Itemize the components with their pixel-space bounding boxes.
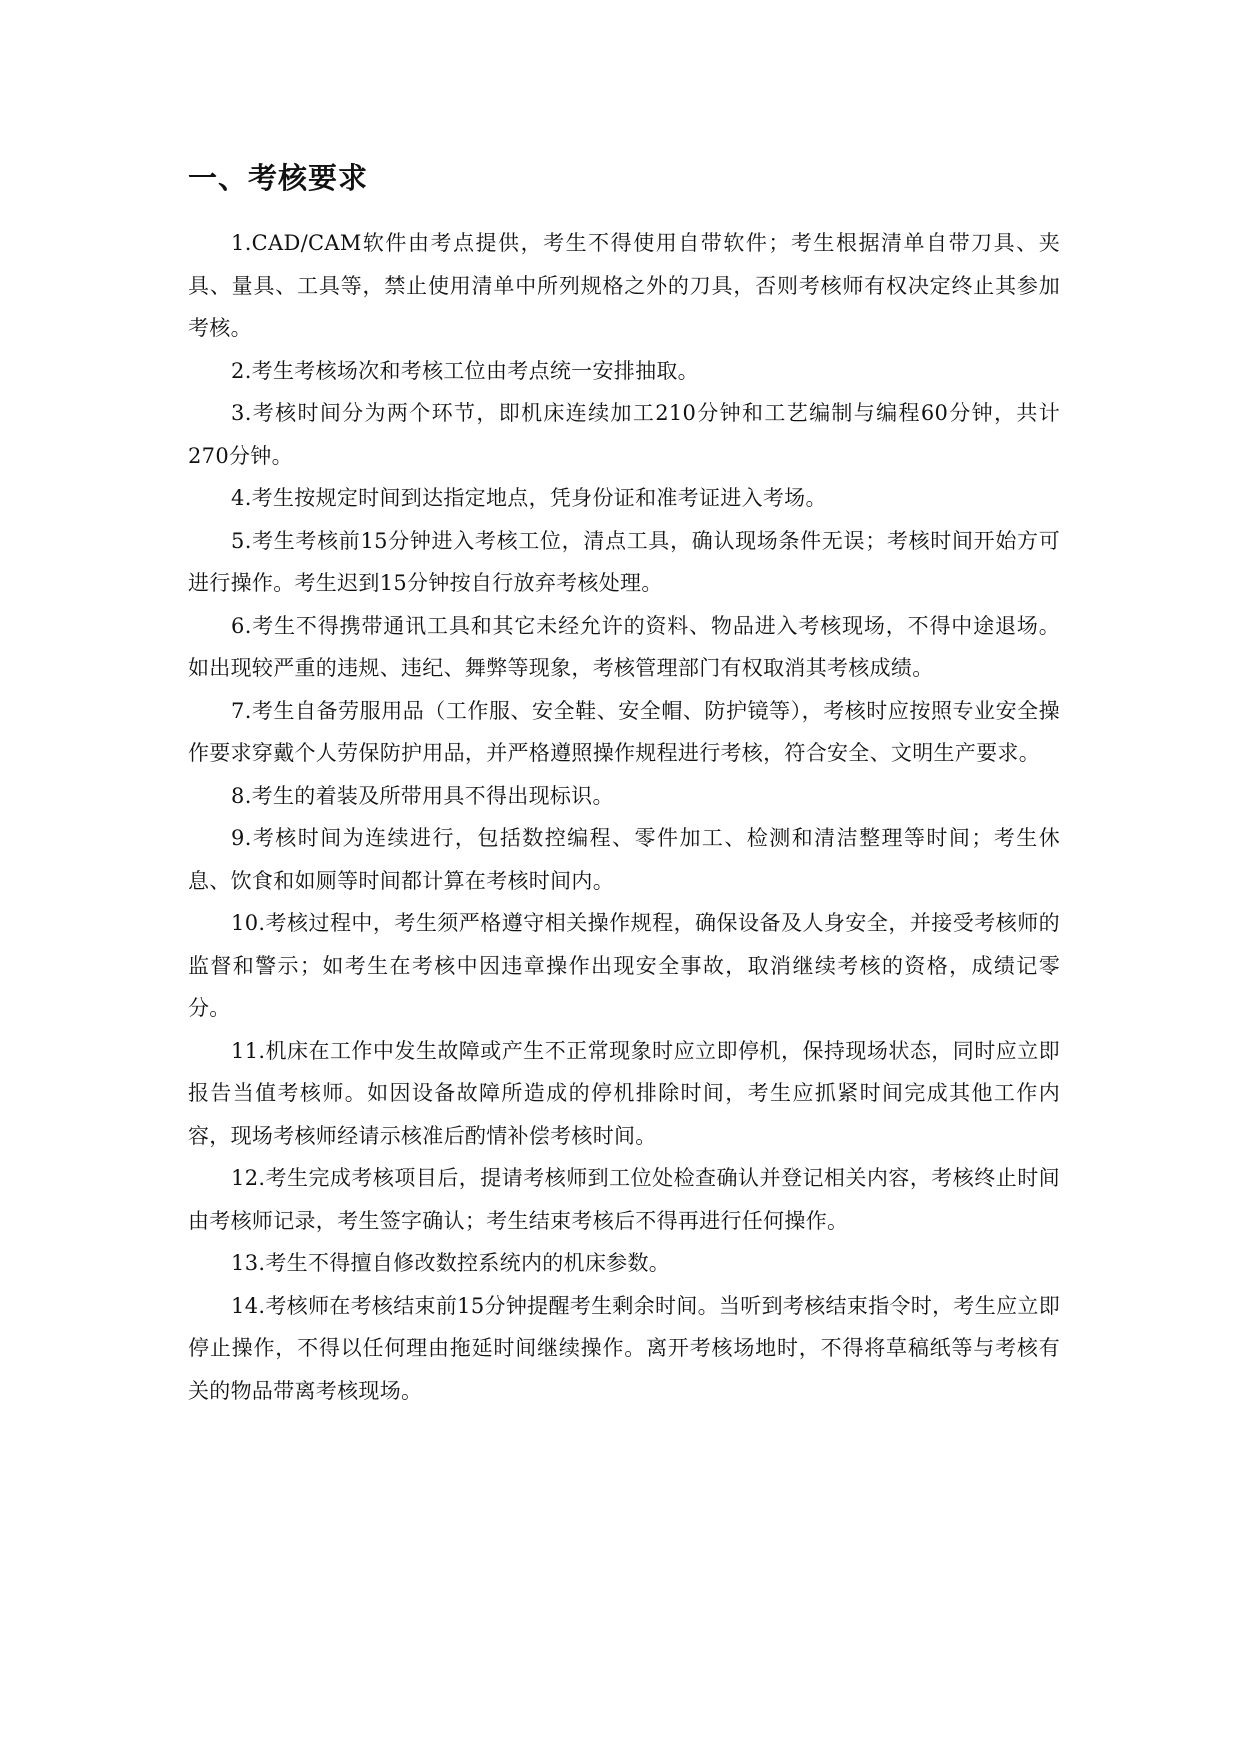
requirement-item-8: 8.考生的着装及所带用具不得出现标识。: [231, 783, 614, 808]
requirements-list: [188, 222, 1060, 1412]
requirement-item-11: 11.机床在工作中发生故障或产生不正常现象时应立即停机，保持现场状态，同时应立即报告当值考核师。如因设备故障所造成的停机排除时间，考生应抓紧时间完成其他工作内容，现场考核师经请示核准后酌情补偿考核时间。: [188, 1038, 1060, 1148]
requirement-item-2: 2.考生考核场次和考核工位由考点统一安排抽取。: [231, 358, 699, 383]
requirement-item-10: 10.考核过程中，考生须严格遵守相关操作规程，确保设备及人身安全，并接受考核师的监督和警示；如考生在考核中因违章操作出现安全事故，取消继续考核的资格，成绩记零分。: [188, 911, 1060, 1020]
requirement-item-6: 6.考生不得携带通讯工具和其它未经允许的资料、物品进入考核现场，不得中途退场。如出现较严重的违规、违纪、舞弊等现象，考核管理部门有权取消其考核成绩。: [188, 613, 1060, 680]
requirement-item-4: 4.考生按规定时间到达指定地点，凭身份证和准考证进入考场。: [231, 486, 827, 510]
requirement-item-14: 14.考核师在考核结束前15分钟提醒考生剩余时间。当听到考核结束指令时，考生应立即停止操作，不得以任何理由拖延时间继续操作。离开考核场地时，不得将草稿纸等与考核有关的物品带离考核现场。: [188, 1293, 1060, 1403]
section-heading: 一、考核要求: [188, 161, 369, 195]
requirement-item-9: 9.考核时间为连续进行，包括数控编程、零件加工、检测和清洁整理等时间；考生休息、饮食和如厕等时间都计算在考核时间内。: [188, 826, 1060, 893]
requirement-item-13: 13.考生不得擅自修改数控系统内的机床参数。: [231, 1251, 671, 1275]
requirement-item-7: 7.考生自备劳服用品（工作服、安全鞋、安全帽、防护镜等），考核时应按照专业安全操作要求穿戴个人劳保防护用品，并严格遵照操作规程进行考核，符合安全、文明生产要求。: [188, 698, 1060, 765]
requirement-item-3: 3.考核时间分为两个环节，即机床连续加工210分钟和工艺编制与编程60分钟，共计270分钟。: [188, 401, 1060, 468]
requirement-item-5: 5.考生考核前15分钟进入考核工位，清点工具，确认现场条件无误；考核时间开始方可进行操作。考生迟到15分钟按自行放弃考核处理。: [188, 528, 1060, 595]
requirement-item-12: 12.考生完成考核项目后，提请考核师到工位处检查确认并登记相关内容，考核终止时间由考核师记录，考生签字确认；考生结束考核后不得再进行任何操作。: [188, 1166, 1060, 1233]
requirement-item-1: 1.CAD/CAM软件由考点提供，考生不得使用自带软件；考生根据清单自带刀具、夹具、量具、工具等，禁止使用清单中所列规格之外的刀具，否则考核师有权决定终止其参加考核。: [188, 231, 1060, 340]
